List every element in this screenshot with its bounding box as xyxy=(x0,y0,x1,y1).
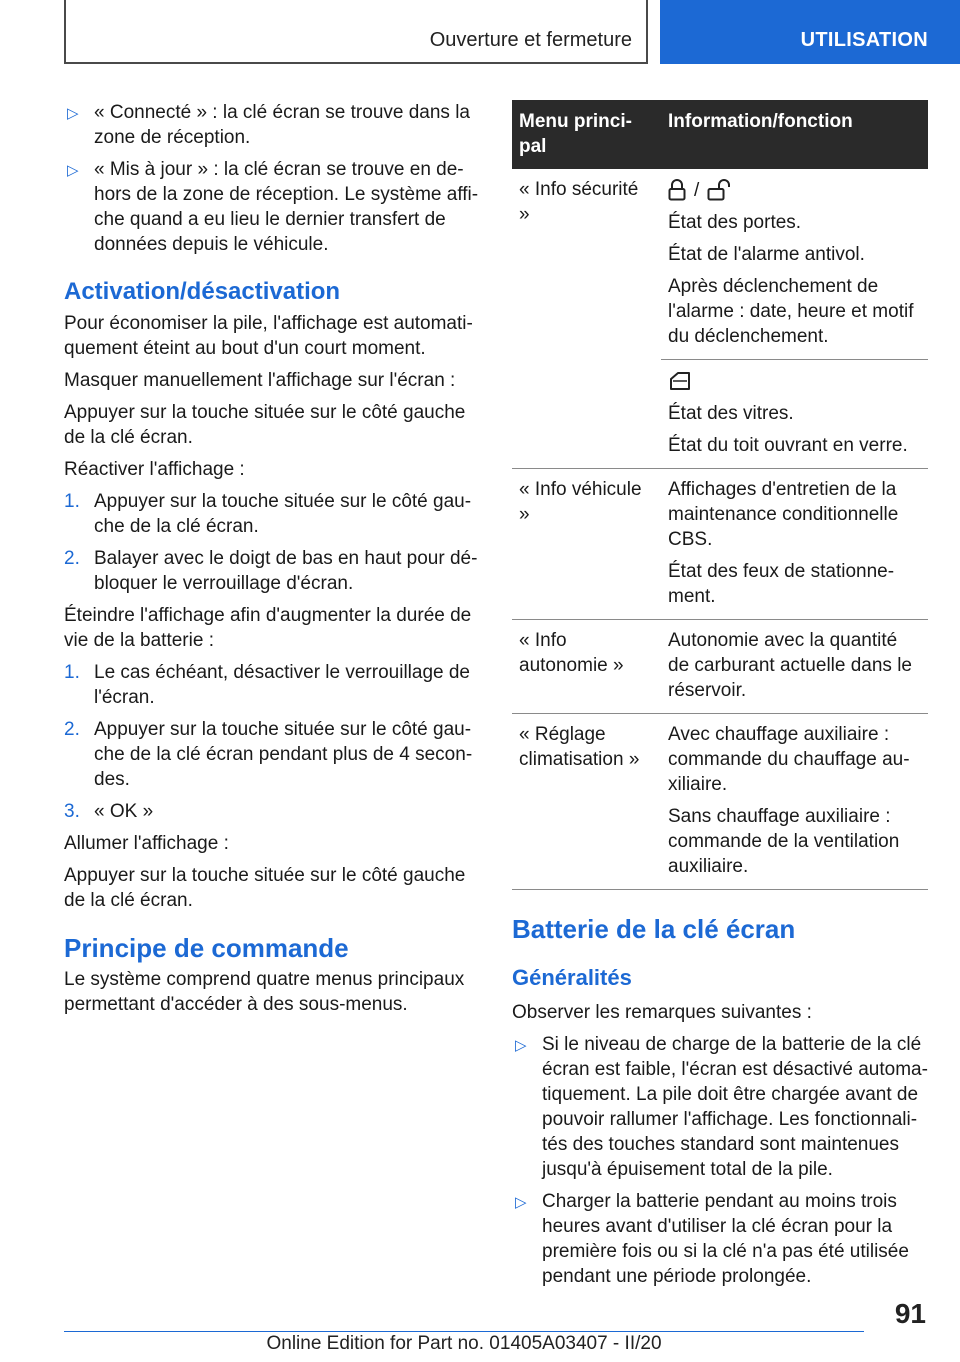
triangle-right-icon: ▷ xyxy=(515,1037,527,1054)
window-icon xyxy=(668,370,692,392)
numbered-step: 2. Appuyer sur la touche située sur le côté gau- che de la clé écran pendant plus de 4 secon- des. xyxy=(64,719,473,790)
right-column xyxy=(512,100,928,1296)
paragraph: Observer les remarques suivantes : xyxy=(512,1002,812,1023)
numbered-step: 1. Le cas échéant, désactiver le verrouillage de l'écran. xyxy=(64,662,471,708)
info-cell: Affichages d'entretien de la maintenance conditionnelle CBS. État des feux de stationne- ment. xyxy=(661,469,928,620)
chapter-title: UTILISATION xyxy=(800,29,928,51)
lock-closed-icon xyxy=(668,179,686,201)
numbered-step: 1. Appuyer sur la touche située sur le côté gau- che de la clé écran. xyxy=(64,491,472,537)
table-row xyxy=(512,469,928,620)
principe-heading: Principe de commande xyxy=(64,933,349,963)
batterie-heading: Batterie de la clé écran xyxy=(512,914,796,944)
footer-divider xyxy=(64,1331,864,1332)
footer-edition: Online Edition for Part no. 01405A03407 - II/20 xyxy=(266,1333,662,1354)
bullet-item: ▷ Charger la batterie pendant au moins trois heures avant d'utiliser la clé écran pour la première fois ou si la clé n'a pas été utilisée pendant une période prolongée. xyxy=(515,1191,909,1287)
paragraph: Appuyer sur la touche située sur le côté gauche de la clé écran. xyxy=(64,865,466,911)
info-cell: / État des portes. État de l'alarme antivol. Après déclenchement de l'alarme : date, heure et motif du déclenchement. xyxy=(661,169,928,360)
chapter-tab[interactable] xyxy=(660,0,960,64)
icon-separator: / xyxy=(694,179,700,201)
numbered-step: 2. Balayer avec le doigt de bas en haut pour dé- bloquer le verrouillage d'écran. xyxy=(64,548,478,594)
menu-cell: « Réglage climatisation » xyxy=(512,714,661,890)
lock-open-icon xyxy=(707,179,731,201)
paragraph: Éteindre l'affichage afin d'augmenter la durée de vie de la batterie : xyxy=(64,605,472,651)
section-title: Ouverture et fermeture xyxy=(429,29,632,51)
menu-table xyxy=(512,100,928,890)
left-column xyxy=(64,100,480,1024)
paragraph: Masquer manuellement l'affichage sur l'écran : xyxy=(64,370,456,391)
menu-cell-empty xyxy=(512,360,661,469)
menu-cell: « Info véhicule » xyxy=(512,469,661,620)
paragraph: Réactiver l'affichage : xyxy=(64,459,245,480)
window-icon-wrap xyxy=(668,368,921,394)
info-cell: État des vitres. État du toit ouvrant en verre. xyxy=(661,360,928,469)
generalites-heading: Généralités xyxy=(512,965,632,990)
numbered-step: 3. « OK » xyxy=(64,801,154,822)
table-row xyxy=(512,360,928,469)
info-cell: Autonomie avec la quantité de carburant actuelle dans le réservoir. xyxy=(661,620,928,714)
lock-icons xyxy=(668,177,921,203)
paragraph: Appuyer sur la touche située sur le côté gauche de la clé écran. xyxy=(64,402,466,448)
page-number: 91 xyxy=(894,1298,926,1329)
table-row xyxy=(512,714,928,890)
paragraph: Pour économiser la pile, l'affichage est automati- quement éteint au bout d'un court moment. xyxy=(64,313,473,359)
triangle-right-icon: ▷ xyxy=(515,1194,527,1211)
table-header-row xyxy=(512,100,928,169)
menu-cell: « Info autonomie » xyxy=(512,620,661,714)
triangle-right-icon: ▷ xyxy=(67,162,79,179)
header-section-box xyxy=(64,0,648,64)
table-row xyxy=(512,169,928,360)
triangle-right-icon: ▷ xyxy=(67,105,79,122)
bullet-item: ▷ Si le niveau de charge de la batterie de la clé écran est faible, l'écran est désactivé automa- tiquement. La pile doit être chargée avant de pouvoir rallumer l'affichage. Les fonctionnali- tés des touches standard sont maintenues jusqu'à épuisement total de la pile. xyxy=(515,1034,928,1180)
bullet-item: ▷ « Mis à jour » : la clé écran se trouve en de- hors de la zone de réception. Le système affi- che quand a eu lieu le dernier transfert de données depuis le véhicule. xyxy=(67,159,479,255)
table-header-menu: Menu princi- pal xyxy=(512,100,661,169)
paragraph: Allumer l'affichage : xyxy=(64,833,229,854)
menu-cell: « Info sécurité » xyxy=(519,179,639,225)
table-header-info: Information/fonction xyxy=(661,100,928,169)
paragraph: Le système comprend quatre menus principaux permettant d'accéder à des sous-menus. xyxy=(64,969,465,1015)
bullet-item: ▷ « Connecté » : la clé écran se trouve dans la zone de réception. xyxy=(67,102,471,148)
activation-heading: Activation/désactivation xyxy=(64,278,341,305)
table-row xyxy=(512,620,928,714)
info-cell: Avec chauffage auxiliaire : commande du chauffage au- xiliaire. Sans chauffage auxiliaire : commande de la ventilation auxiliaire. xyxy=(661,714,928,890)
